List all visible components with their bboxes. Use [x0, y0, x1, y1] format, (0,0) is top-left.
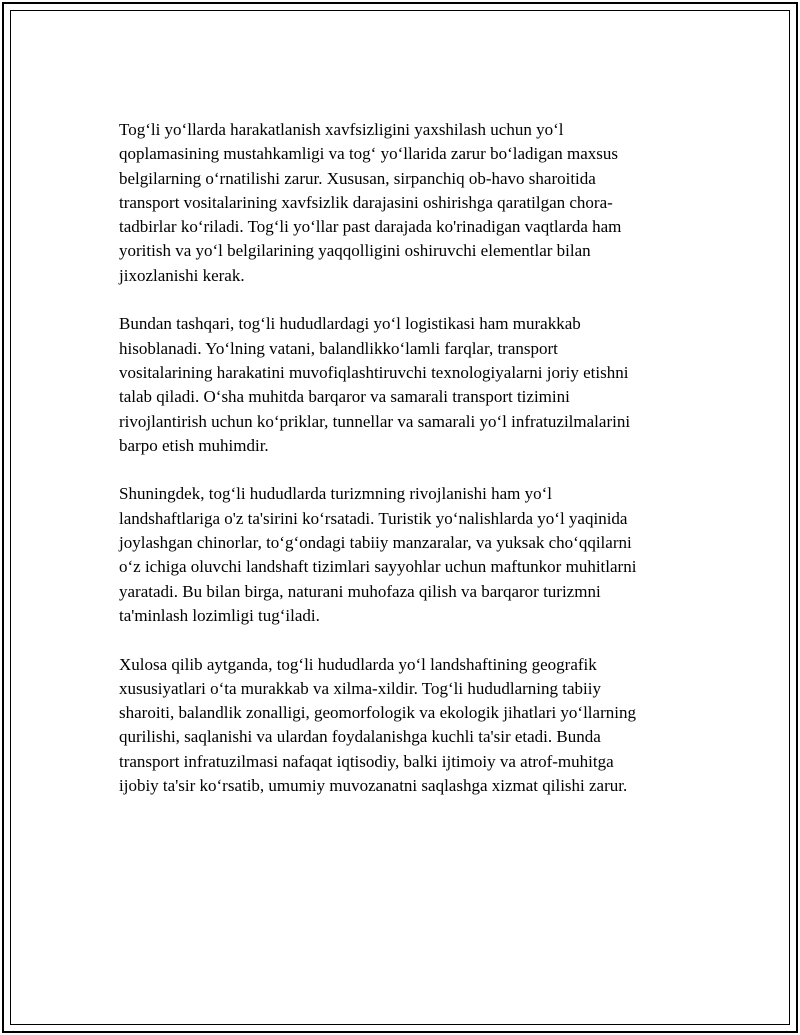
paragraph-conclusion: Xulosa qilib aytganda, tog‘li hududlarda yo‘l landshaftining geografik xususiyatlari o‘ta murakkab va xilma-xildir. Tog‘li hududlarning tabiiy sharoiti, balandlik zonalligi, geomorfologik va ekologik jihatlari yo‘llarning qurilishi, saqlanishi va ulardan foydalanishga kuchli ta'sir etadi. Bunda transport infratuzilmasi nafaqat iqtisodiy, balki ijtimoiy va atrof-muhitga ijobiy ta'sir ko‘rsatib, umumiy muvozanatni saqlashga xizmat qilishi zarur.	[119, 654, 636, 796]
paragraph-road-safety: Tog‘li yo‘llarda harakatlanish xavfsizligini yaxshilash uchun yo‘l qoplamasining mustahkamligi va tog‘ yo‘llarida zarur bo‘ladigan maxsus belgilarning o‘rnatilishi zarur. Xususan, sirpanchiq ob-havo sharoitida transport vositalarining xavfsizlik darajasini oshirishga qaratilgan chora- tadbirlar ko‘riladi. Tog‘li yo‘llar past darajada ko'rinadigan vaqtlarda ham yoritish va yo‘l belgilarining yaqqolligini oshiruvchi elementlar bilan jixozlanishi kerak.	[119, 120, 622, 285]
paragraph-tourism: Shuningdek, tog‘li hududlarda turizmning rivojlanishi ham yo‘l landshaftlariga o'z ta'sirini ko‘rsatadi. Turistik yo‘nalishlarda yo‘l yaqinida joylashgan chinorlar, to‘g‘ondagi tabiiy manzaralar, va yuksak cho‘qqilarni o‘z ichiga oluvchi landshaft tizimlari sayyohlar uchun maftunkor muhitlarni yaratadi. Bu bilan birga, naturani muhofaza qilish va barqaror turizmni ta'minlash lozimligi tug‘iladi.	[119, 484, 637, 625]
paragraph-road-logistics: Bundan tashqari, tog‘li hududlardagi yo‘l logistikasi ham murakkab hisoblanadi. Yo‘lning vatani, balandlikko‘lamli farqlar, transport vositalarining harakatini muvofiqlashtiruvchi texnologiyalarni joriy etishni talab qiladi. O‘sha muhitda barqaror va samarali transport tizimini rivojlantirish uchun ko‘priklar, tunnellar va samarali yo‘l infratuzilmalarini barpo etish muhimdir.	[119, 314, 631, 455]
document-body	[119, 118, 684, 823]
